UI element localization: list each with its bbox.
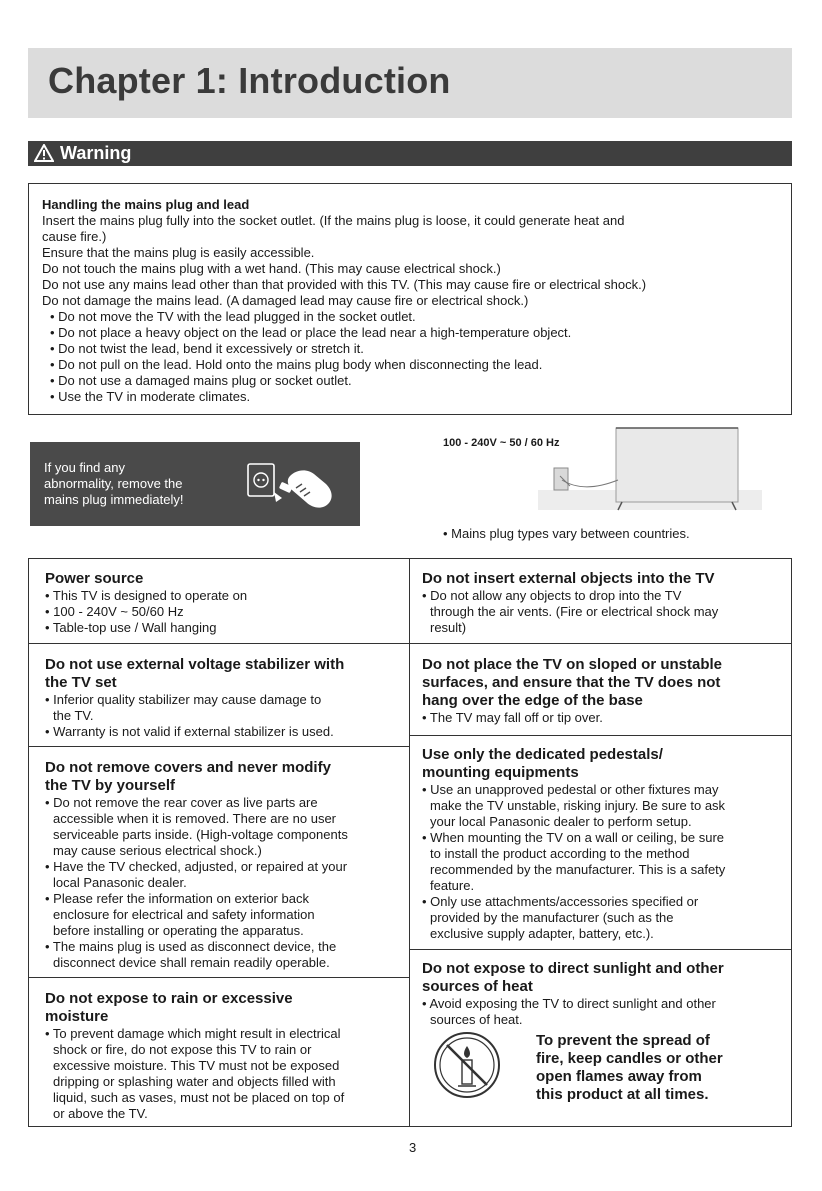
page-number: 3	[409, 1140, 417, 1155]
pedestals-line: exclusive supply adapter, battery, etc.).	[430, 926, 654, 941]
abnormality-text	[44, 460, 183, 508]
power-source-line: • 100 - 240V ~ 50/60 Hz	[45, 604, 184, 619]
stabilizer-cell	[45, 656, 344, 740]
rain-line: shock or fire, do not expose this TV to rain or	[53, 1042, 312, 1057]
unplug-hand-icon	[244, 458, 344, 514]
tv-illustration	[538, 424, 762, 516]
fire-warning-line: To prevent the spread of	[536, 1032, 710, 1049]
objects-line: through the air vents. (Fire or electrical shock may	[430, 604, 719, 619]
fire-warning-line: this product at all times.	[536, 1086, 709, 1103]
stabilizer-line: • Inferior quality stabilizer may cause damage to	[45, 692, 322, 707]
pedestals-line: • When mounting the TV on a wall or ceiling, be sure	[422, 830, 725, 845]
pedestals-line: feature.	[430, 878, 475, 893]
stabilizer-line: • Warranty is not valid if external stabilizer is used.	[45, 724, 334, 739]
sloped-line: • The TV may fall off or tip over.	[422, 710, 603, 725]
rain-cell	[45, 990, 344, 1122]
covers-line: enclosure for electrical and safety information	[53, 907, 315, 922]
objects-line: • Do not allow any objects to drop into the TV	[422, 588, 682, 603]
mains-plug-line: Do not touch the mains plug with a wet hand. (This may cause electrical shock.)	[42, 261, 501, 276]
sunlight-heading: sources of heat	[422, 978, 533, 995]
no-candle-icon	[432, 1030, 502, 1100]
covers-heading: Do not remove covers and never modify	[45, 759, 331, 776]
mains-plug-text	[42, 197, 646, 405]
warning-label: Warning	[60, 143, 132, 163]
sloped-cell	[422, 656, 722, 726]
mains-plug-line: cause fire.)	[42, 229, 107, 244]
rain-heading: Do not expose to rain or excessive	[45, 990, 293, 1007]
mains-plug-line: Ensure that the mains plug is easily accessible.	[42, 245, 315, 260]
chapter-title: Chapter 1: Introduction	[48, 60, 451, 101]
pedestals-heading: mounting equipments	[422, 764, 579, 781]
power-source-heading: Power source	[45, 570, 144, 587]
stabilizer-heading: Do not use external voltage stabilizer with	[45, 656, 345, 673]
sunlight-heading: Do not expose to direct sunlight and other	[422, 960, 724, 977]
mains-plug-line: Insert the mains plug fully into the socket outlet. (If the mains plug is loose, it could generate heat and	[42, 213, 625, 228]
warning-triangle-icon	[34, 144, 54, 162]
rain-line: excessive moisture. This TV must not be exposed	[53, 1058, 340, 1073]
voltage-label: 100 - 240V ~ 50 / 60 Hz	[443, 437, 560, 449]
abnormality-line: abnormality, remove the	[44, 476, 183, 491]
sunlight-line: • Avoid exposing the TV to direct sunlight and other	[422, 996, 716, 1011]
mains-plug-line: Do not damage the mains lead. (A damaged lead may cause fire or electrical shock.)	[42, 293, 529, 308]
objects-cell	[422, 570, 718, 636]
covers-line: • Have the TV checked, adjusted, or repaired at your	[45, 859, 348, 874]
mains-plug-bullet: • Do not place a heavy object on the lead or place the lead near a high-temperature object.	[50, 325, 572, 340]
pedestals-line: • Use an unapproved pedestal or other fixtures may	[422, 782, 719, 797]
pedestals-line: provided by the manufacturer (such as the	[430, 910, 674, 925]
objects-line: result)	[430, 620, 467, 635]
grid-row-line	[28, 643, 792, 644]
covers-line: • The mains plug is used as disconnect device, the	[45, 939, 337, 954]
pedestals-heading: Use only the dedicated pedestals/	[422, 746, 663, 763]
grid-row-line	[409, 735, 792, 736]
covers-line: disconnect device shall remain readily operable.	[53, 955, 330, 970]
power-source-line: • Table-top use / Wall hanging	[45, 620, 217, 635]
fire-warning-line: open flames away from	[536, 1068, 702, 1085]
mains-plug-line: Do not use any mains lead other than that provided with this TV. (This may cause fire or electrical shock.)	[42, 277, 647, 292]
pedestals-line: • Only use attachments/accessories specified or	[422, 894, 699, 909]
grid-row-line	[28, 977, 410, 978]
covers-line: local Panasonic dealer.	[53, 875, 187, 890]
mains-plug-bullet: • Do not move the TV with the lead plugged in the socket outlet.	[50, 309, 416, 324]
rain-heading: moisture	[45, 1008, 109, 1025]
pedestals-cell	[422, 746, 725, 942]
pedestals-line: make the TV unstable, risking injury. Be sure to ask	[430, 798, 726, 813]
mains-plug-heading: Handling the mains plug and lead	[42, 197, 250, 212]
covers-line: serviceable parts inside. (High-voltage components	[53, 827, 348, 842]
fire-warning-line: fire, keep candles or other	[536, 1050, 723, 1067]
covers-cell	[45, 759, 348, 971]
covers-heading: the TV by yourself	[45, 777, 176, 794]
power-source-cell	[45, 570, 247, 636]
abnormality-line: mains plug immediately!	[44, 492, 184, 507]
rain-line: or above the TV.	[53, 1106, 148, 1121]
warning-bar	[28, 141, 792, 166]
sunlight-line: sources of heat.	[430, 1012, 523, 1027]
covers-line: accessible when it is removed. There are no user	[53, 811, 337, 826]
rain-line: liquid, such as vases, must not be placed on top of	[53, 1090, 345, 1105]
pedestals-line: your local Panasonic dealer to perform setup.	[430, 814, 692, 829]
covers-line: • Do not remove the rear cover as live parts are	[45, 795, 318, 810]
mains-plug-bullet: • Use the TV in moderate climates.	[50, 389, 251, 404]
sloped-heading: surfaces, and ensure that the TV does not	[422, 674, 721, 691]
plug-types-note: • Mains plug types vary between countries.	[443, 526, 690, 541]
grid-row-line	[409, 949, 792, 950]
grid-row-line	[28, 746, 410, 747]
mains-plug-bullet: • Do not pull on the lead. Hold onto the mains plug body when disconnecting the lead.	[50, 357, 543, 372]
covers-line: before installing or operating the apparatus.	[53, 923, 304, 938]
objects-heading: Do not insert external objects into the TV	[422, 570, 715, 587]
rain-line: • To prevent damage which might result in electrical	[45, 1026, 341, 1041]
pedestals-line: recommended by the manufacturer. This is a safety	[430, 862, 726, 877]
mains-plug-bullet: • Do not twist the lead, bend it excessively or stretch it.	[50, 341, 364, 356]
sunlight-cell	[422, 960, 724, 1028]
rain-line: dripping or splashing water and objects filled with	[53, 1074, 336, 1089]
sloped-heading: hang over the edge of the base	[422, 692, 643, 709]
sloped-heading: Do not place the TV on sloped or unstable	[422, 656, 723, 673]
stabilizer-heading: the TV set	[45, 674, 117, 691]
abnormality-line: If you find any	[44, 460, 125, 475]
power-source-line: • This TV is designed to operate on	[45, 588, 248, 603]
mains-plug-bullet: • Do not use a damaged mains plug or socket outlet.	[50, 373, 352, 388]
pedestals-line: to install the product according to the method	[430, 846, 690, 861]
stabilizer-line: the TV.	[53, 708, 94, 723]
covers-line: • Please refer the information on exterior back	[45, 891, 309, 906]
fire-warning-text	[536, 1032, 723, 1104]
covers-line: may cause serious electrical shock.)	[53, 843, 262, 858]
